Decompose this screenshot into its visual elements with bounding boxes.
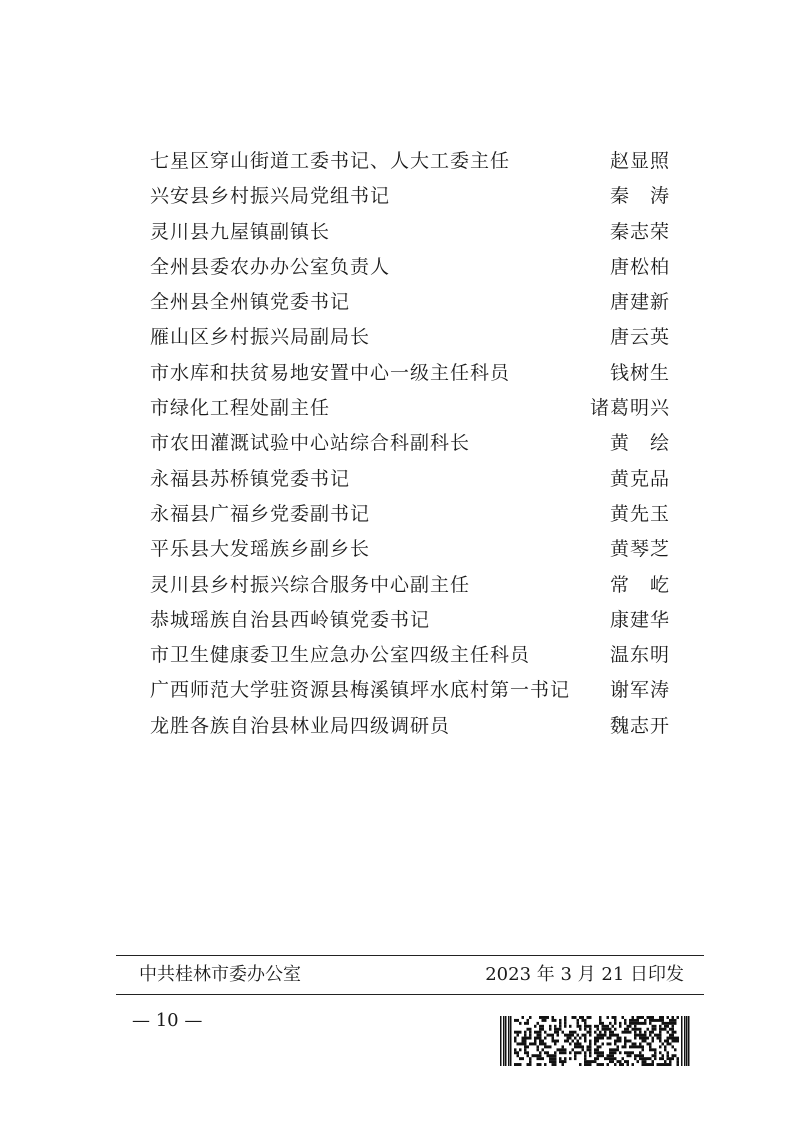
list-item bbox=[150, 532, 680, 567]
barcode-image bbox=[500, 1016, 690, 1066]
list-item bbox=[150, 391, 680, 426]
person-name: 常 屹 bbox=[609, 573, 670, 596]
footer-top-rule bbox=[116, 955, 704, 956]
position-title: 兴安县乡村振兴局党组书记 bbox=[150, 185, 391, 208]
position-title: 全州县全州镇党委书记 bbox=[150, 291, 351, 314]
list-item bbox=[150, 215, 680, 250]
person-name: 黄先玉 bbox=[609, 502, 670, 525]
position-title: 市绿化工程处副主任 bbox=[150, 397, 331, 420]
list-item bbox=[150, 285, 680, 320]
list-item bbox=[150, 462, 680, 497]
list-item bbox=[150, 638, 680, 673]
list-item bbox=[150, 356, 680, 391]
list-item bbox=[150, 426, 680, 461]
person-name: 谢军涛 bbox=[609, 679, 670, 702]
position-title: 市农田灌溉试验中心站综合科副科长 bbox=[150, 432, 471, 455]
person-name: 温东明 bbox=[609, 644, 670, 667]
list-item bbox=[150, 144, 680, 179]
page-number: — 10 — bbox=[132, 1010, 203, 1031]
issuer-name: 中共桂林市委办公室 bbox=[139, 964, 301, 985]
person-name: 诸葛明兴 bbox=[589, 397, 670, 420]
footer-bottom-rule bbox=[116, 994, 704, 995]
position-title: 广西师范大学驻资源县梅溪镇坪水底村第一书记 bbox=[150, 679, 571, 702]
position-title: 市卫生健康委卫生应急办公室四级主任科员 bbox=[150, 644, 531, 667]
list-item bbox=[150, 568, 680, 603]
person-name: 黄克品 bbox=[609, 467, 670, 490]
issue-date: 2023 年 3 月 21 日印发 bbox=[485, 964, 684, 985]
list-item bbox=[150, 179, 680, 214]
position-title: 永福县苏桥镇党委书记 bbox=[150, 467, 351, 490]
person-name: 秦 涛 bbox=[609, 185, 670, 208]
position-title: 灵川县乡村振兴综合服务中心副主任 bbox=[150, 573, 471, 596]
personnel-list bbox=[150, 144, 680, 744]
list-item bbox=[150, 320, 680, 355]
position-title: 七星区穿山街道工委书记、人大工委主任 bbox=[150, 150, 511, 172]
position-title: 雁山区乡村振兴局副局长 bbox=[150, 326, 371, 349]
person-name: 黄 绘 bbox=[609, 432, 670, 455]
person-name: 唐建新 bbox=[609, 291, 670, 314]
person-name: 唐松柏 bbox=[609, 255, 670, 278]
position-title: 灵川县九屋镇副镇长 bbox=[150, 220, 331, 243]
person-name: 赵显照 bbox=[609, 150, 670, 172]
list-item bbox=[150, 497, 680, 532]
list-item bbox=[150, 709, 680, 744]
person-name: 钱树生 bbox=[609, 361, 670, 384]
person-name: 康建华 bbox=[609, 608, 670, 631]
position-title: 平乐县大发瑶族乡副乡长 bbox=[150, 538, 371, 561]
position-title: 全州县委农办办公室负责人 bbox=[150, 255, 391, 278]
position-title: 龙胜各族自治县林业局四级调研员 bbox=[150, 714, 451, 737]
list-item bbox=[150, 250, 680, 285]
position-title: 永福县广福乡党委副书记 bbox=[150, 502, 371, 525]
person-name: 唐云英 bbox=[609, 326, 670, 349]
position-title: 恭城瑶族自治县西岭镇党委书记 bbox=[150, 608, 431, 631]
person-name: 秦志荣 bbox=[609, 220, 670, 243]
person-name: 魏志开 bbox=[609, 714, 670, 737]
list-item bbox=[150, 673, 680, 708]
position-title: 市水库和扶贫易地安置中心一级主任科员 bbox=[150, 361, 511, 384]
list-item bbox=[150, 603, 680, 638]
person-name: 黄琴芝 bbox=[609, 538, 670, 561]
